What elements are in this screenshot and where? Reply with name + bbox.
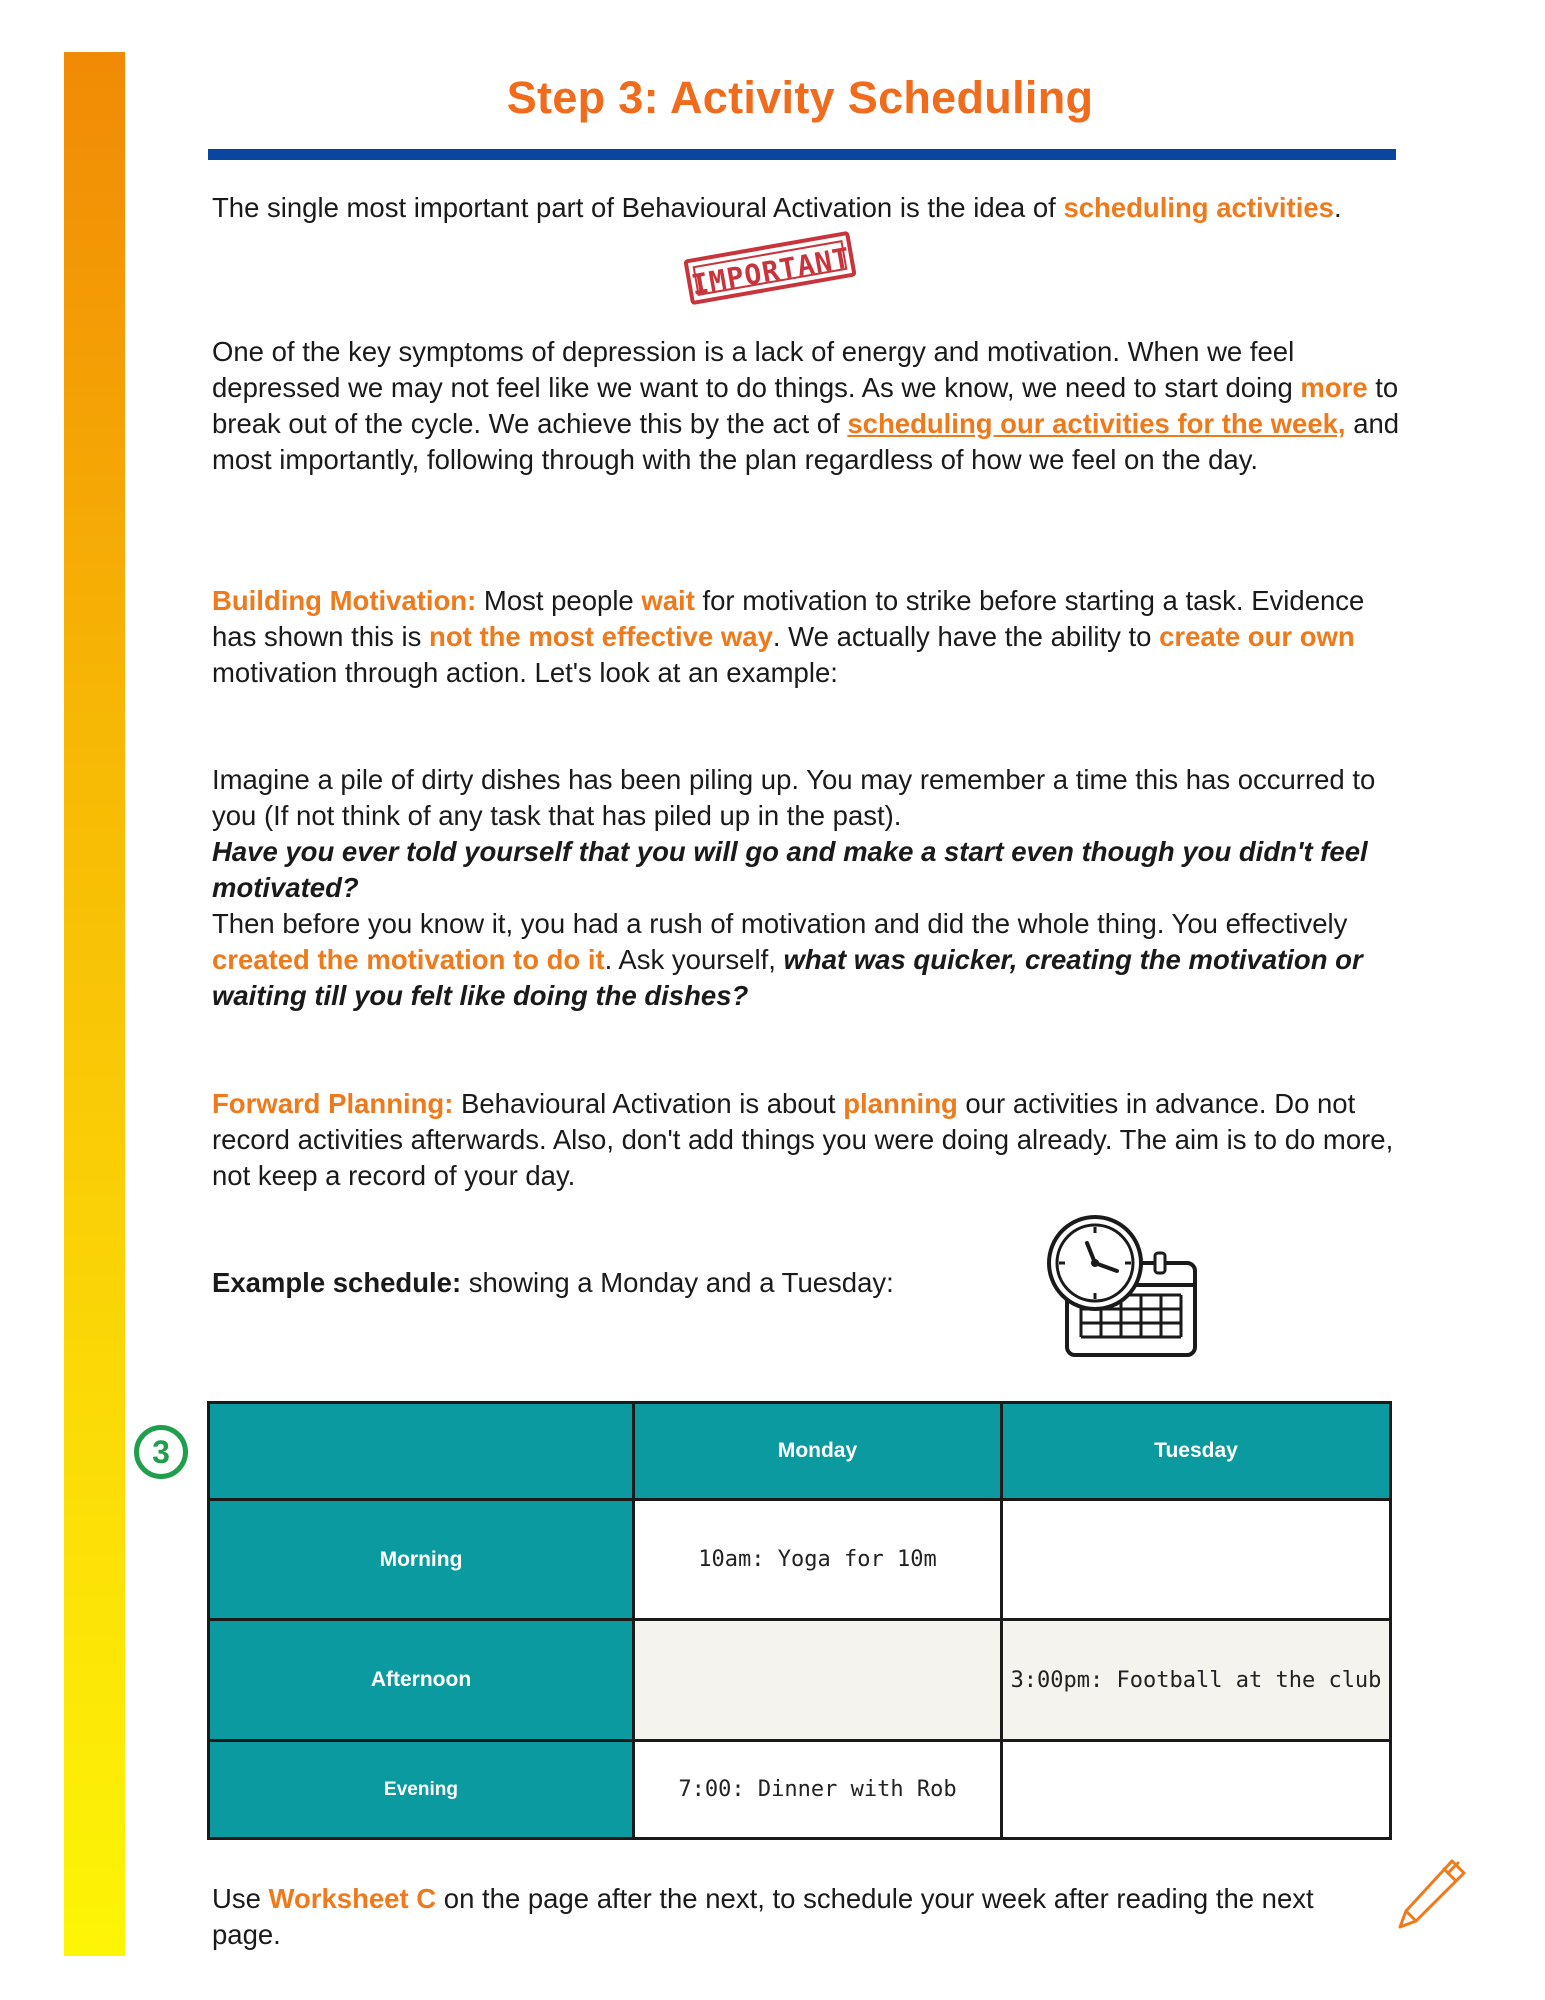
intro-paragraph [212, 190, 1402, 226]
step-number-badge: 3 [134, 1425, 188, 1479]
intro-text: The single most important part of Behavioural Activation is the idea of [212, 192, 1064, 223]
dishes-text: Imagine a pile of dirty dishes has been piling up. You may remember a time this has occurred to you (If not think of any task that has piled up in the past). [212, 764, 1376, 831]
footer-text-2: on the page after the next, to schedule your week after reading the next page. [212, 1883, 1314, 1950]
forward-text-2: our activities in advance. Do not record activities afterwards. Also, don't add things you were doing already. The aim is to do more, not keep a record of your day. [212, 1088, 1394, 1191]
motivation-text-4: motivation through action. Let's look at an example: [212, 657, 838, 688]
depression-text-3: and most importantly, following through with the plan regardless of how we feel on the day. [212, 408, 1400, 475]
created-highlight: created the motivation to do it [212, 944, 605, 975]
dishes-text-3: . Ask yourself, [604, 944, 784, 975]
motivation-heading: Building Motivation: [212, 585, 477, 616]
table-header-row [209, 1403, 1391, 1500]
header-tuesday: Tuesday [1002, 1403, 1391, 1500]
scheduling-link[interactable]: scheduling our activities for the week, [847, 408, 1346, 439]
row-period-label: Evening [209, 1741, 634, 1839]
dishes-paragraph [212, 762, 1402, 1014]
motivation-text-3: . We actually have the ability to [772, 621, 1160, 652]
motivation-paragraph [212, 583, 1402, 691]
motivation-text: Most people [476, 585, 642, 616]
example-label-paragraph [212, 1265, 1402, 1301]
planning-highlight: planning [843, 1088, 958, 1119]
stamp-text: IMPORTANT [688, 241, 853, 302]
intro-highlight: scheduling activities [1063, 192, 1334, 223]
example-label: Example schedule: [212, 1267, 462, 1298]
schedule-table [207, 1401, 1392, 1840]
important-stamp [683, 231, 856, 305]
schedule-cell[interactable] [634, 1620, 1002, 1741]
row-period-label: Afternoon [209, 1620, 634, 1741]
schedule-cell[interactable] [1002, 1741, 1391, 1839]
more-highlight: more [1300, 372, 1368, 403]
pen-icon [1390, 1855, 1470, 1935]
motivation-text-2: for motivation to strike before starting a task. Evidence has shown this is [212, 585, 1365, 652]
page-title: Step 3: Activity Scheduling [506, 72, 1094, 123]
row-period-label: Morning [209, 1500, 634, 1620]
depression-text: One of the key symptoms of depression is a lack of energy and motivation. When we feel depressed we may not feel like we want to do things. As we know, we need to start doing [212, 336, 1301, 403]
depression-text-2: to break out of the cycle. We achieve this by the act of [212, 372, 1399, 439]
header-monday: Monday [634, 1403, 1002, 1500]
clock-calendar-icon [1045, 1213, 1205, 1363]
depression-paragraph [212, 334, 1402, 478]
sidebar-gradient-bar [64, 52, 125, 1956]
forward-heading: Forward Planning: [212, 1088, 454, 1119]
intro-end: . [1333, 192, 1342, 223]
dishes-question: Have you ever told yourself that you will go and make a start even though you didn't feel motivated? [212, 836, 1368, 903]
schedule-cell[interactable] [1002, 1500, 1391, 1620]
footer-text: Use [212, 1883, 269, 1914]
schedule-cell[interactable]: 10am: Yoga for 10m [634, 1500, 1002, 1620]
create-highlight: create our own [1159, 621, 1355, 652]
example-text: showing a Monday and a Tuesday: [461, 1267, 894, 1298]
dishes-text-2: Then before you know it, you had a rush of motivation and did the whole thing. You effectively [212, 908, 1348, 939]
worksheet-highlight: Worksheet C [268, 1883, 437, 1914]
not-effective-highlight: not the most effective way [429, 621, 773, 652]
forward-text: Behavioural Activation is about [453, 1088, 844, 1119]
wait-highlight: wait [641, 585, 695, 616]
header-empty-cell [209, 1403, 634, 1500]
schedule-cell[interactable]: 3:00pm: Football at the club [1002, 1620, 1391, 1741]
forward-planning-paragraph [212, 1086, 1402, 1194]
footer-paragraph [212, 1881, 1382, 1953]
table-row [209, 1741, 1391, 1839]
table-row [209, 1620, 1391, 1741]
dishes-question-2: what was quicker, creating the motivation or waiting till you felt like doing the dishes? [212, 944, 1363, 1011]
title-divider [208, 149, 1396, 160]
schedule-cell[interactable]: 7:00: Dinner with Rob [634, 1741, 1002, 1839]
table-row [209, 1500, 1391, 1620]
